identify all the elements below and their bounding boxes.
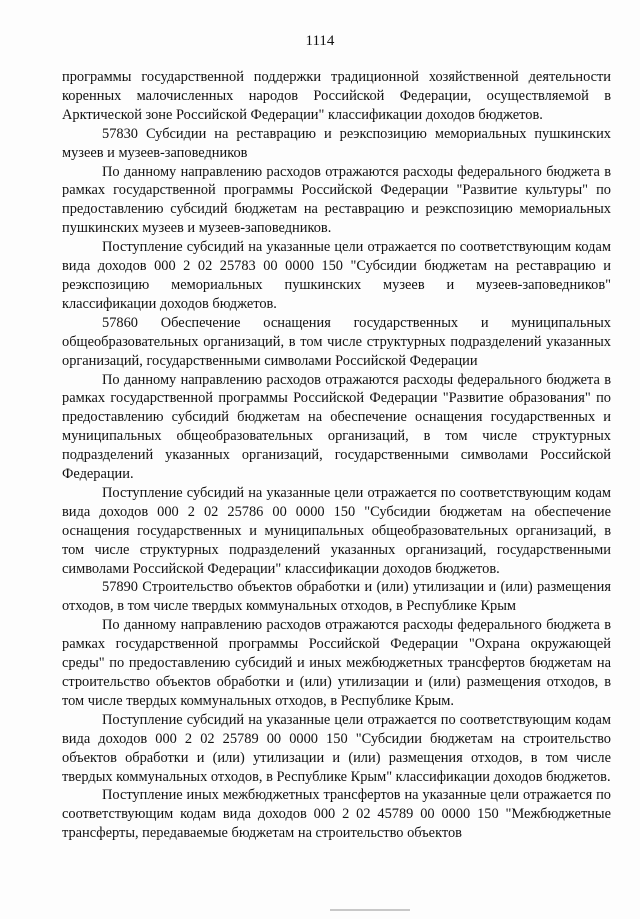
paragraph: Поступление субсидий на указанные цели отражается по соответствующим кодам вида доходов 000 2 02 25783 00 0000 150 "Субсидии бюджетам на реставрацию и реэкспозицию мемориальных пушкинских музеев и музеев-заповедников" классификации доходов бюджетов. xyxy=(62,239,611,312)
paragraph: По данному направлению расходов отражаются расходы федерального бюджета в рамках государственной программы Российской Федерации "Развитие образования" по предоставлению субсидий бюджетам на обеспечение оснащения государственных и муниципальных общеобразовательных организаций, в том числе структурных подразделений указанных организаций, государственными символами Российской Федерации. xyxy=(62,371,611,483)
paragraph: По данному направлению расходов отражаются расходы федерального бюджета в рамках государственной программы Российской Федерации "Развитие культуры" по предоставлению субсидий бюджетам на реставрацию и реэкспозицию мемориальных пушкинских музеев и музеев-заповедников. xyxy=(62,163,611,237)
paragraph-continuation: программы государственной поддержки традиционной хозяйственной деятельности коренных малочисленных народов Российской Федерации, осуществляемой в Арктической зоне Российской Федерации" классификации доходов бюджетов. xyxy=(62,69,611,123)
document-body xyxy=(62,68,611,843)
page-number: 1114 xyxy=(305,33,335,49)
section-heading-57860: 57860 Обеспечение оснащения государственных и муниципальных общеобразовательных организаций, в том числе структурных подразделений указанных организаций, государственными символами Российской Федерации xyxy=(62,314,611,369)
paragraph: Поступление субсидий на указанные цели отражается по соответствующим кодам вида доходов 000 2 02 25789 00 0000 150 "Субсидии бюджетам на строительство объектов обработки и (или) утилизации и (или) размещения отходов, в том числе твердых коммунальных отходов, в Республике Крым" классификации доходов бюджетов. xyxy=(62,711,611,785)
paragraph: Поступление субсидий на указанные цели отражается по соответствующим кодам вида доходов 000 2 02 25786 00 0000 150 "Субсидии бюджетам на обеспечение оснащения государственных и муниципальных общеобразовательных организаций, в том числе структурных подразделений указанных организаций, государственными символами Российской Федерации" классификации доходов бюджетов. xyxy=(62,484,611,577)
paragraph: Поступление иных межбюджетных трансфертов на указанные цели отражается по соответствующим кодам вида доходов 000 2 02 45789 00 0000 150 "Межбюджетные трансферты, передаваемые бюджетам на строительство объектов xyxy=(62,787,611,842)
section-heading-57890: 57890 Строительство объектов обработки и (или) утилизации и (или) размещения отходов, в том числе твердых коммунальных отходов, в Республике Крым xyxy=(62,579,611,615)
scan-artifact xyxy=(330,909,410,911)
section-heading-57830: 57830 Субсидии на реставрацию и реэкспозицию мемориальных пушкинских музеев и музеев-заповедников xyxy=(62,125,611,161)
paragraph: По данному направлению расходов отражаются расходы федерального бюджета в рамках государственной программы Российской Федерации "Охрана окружающей среды" по предоставлению субсидий и иных межбюджетных трансфертов бюджетам на строительство объектов обработки и (или) утилизации и (или) размещения отходов, в том числе твердых коммунальных отходов, в Республике Крым. xyxy=(62,617,611,709)
